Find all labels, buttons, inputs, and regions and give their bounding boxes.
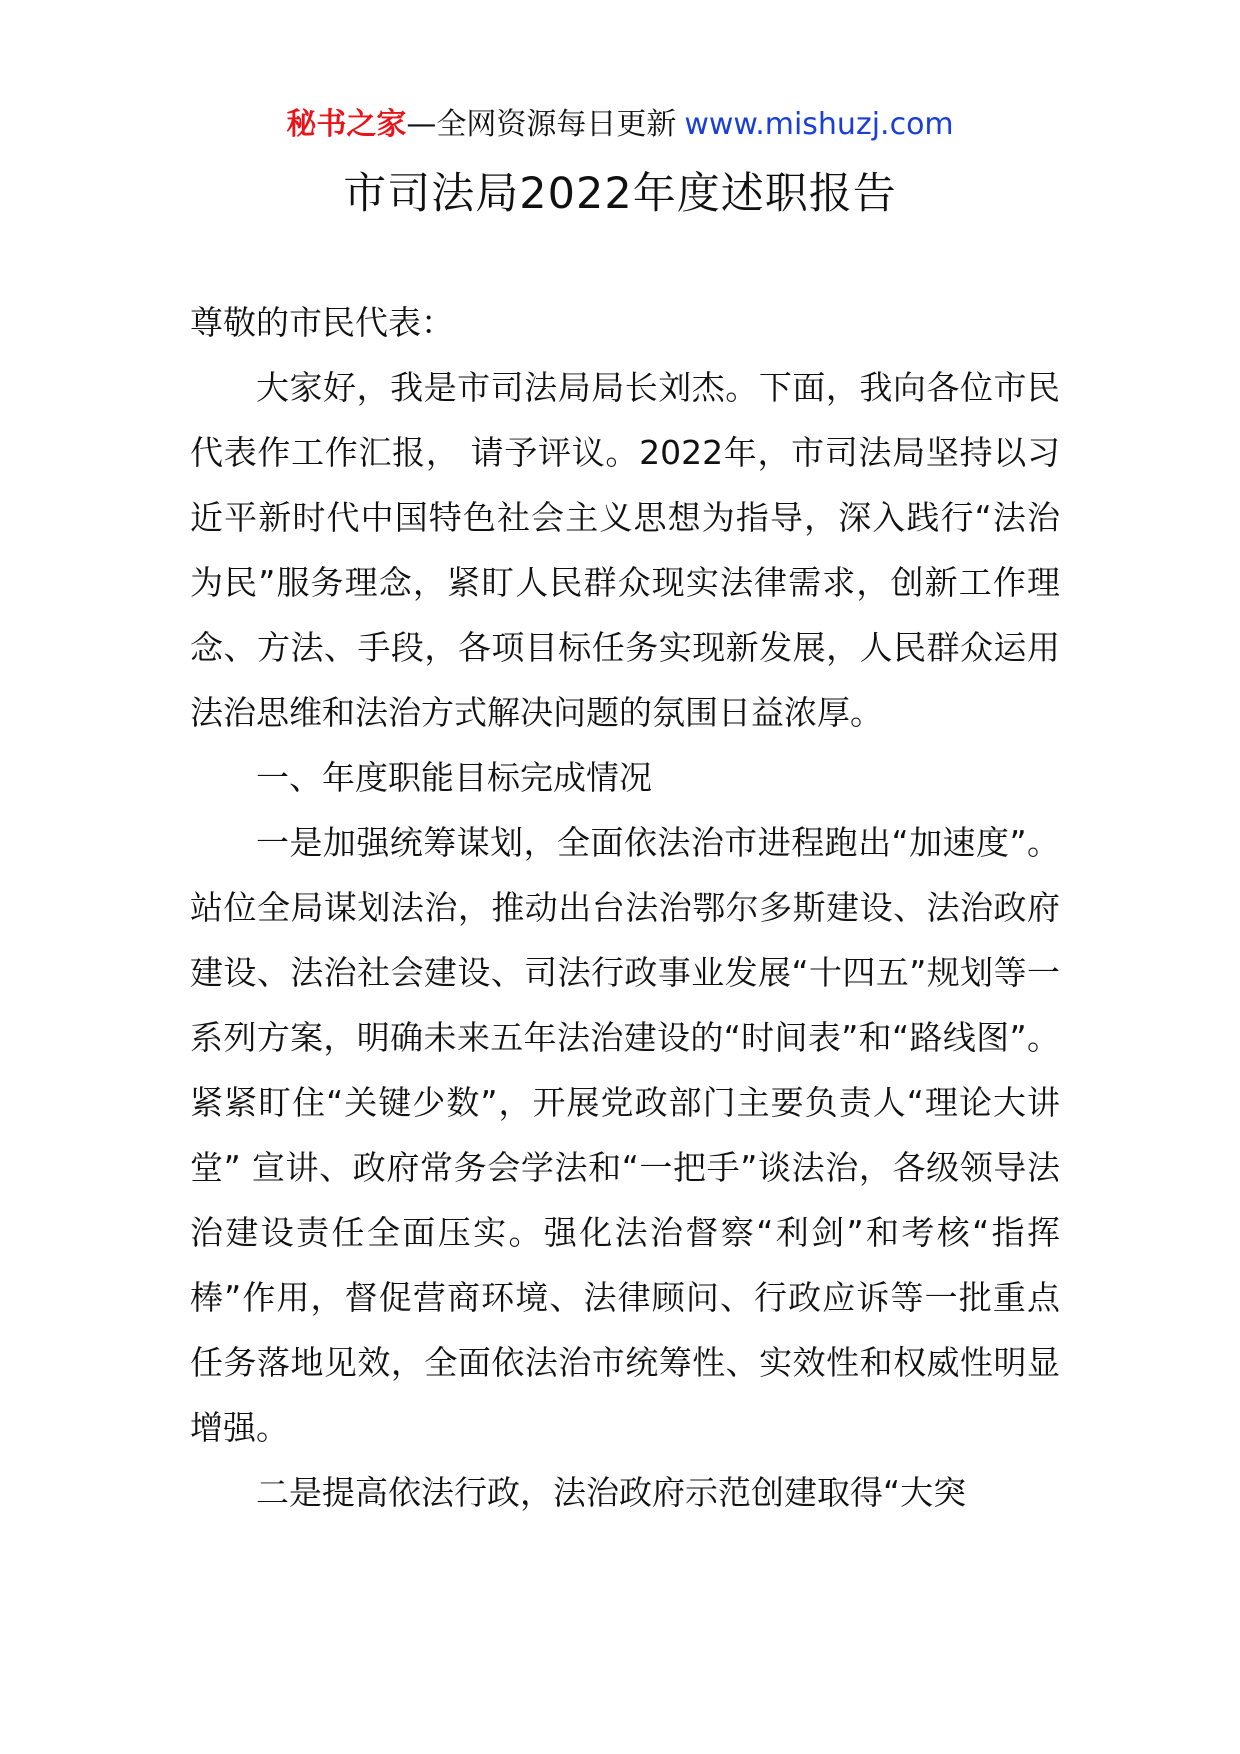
header-tagline: —全网资源每日更新 <box>406 107 677 142</box>
document-title: 市司法局2022年度述职报告 <box>343 169 897 219</box>
paragraph: 二是提高依法行政，法治政府示范创建取得“大突 <box>256 1473 967 1512</box>
paragraph: 大家好，我是市司法局局长刘杰。下面，我向各位市民代表作工作汇报， 请予评议。2022年，市司法局坚持以习近平新时代中国特色社会主义思想为指导，深入践行“法治为民”服务理念，紧盯人民群众现实法律需求，创新工作理念、方法、手段，各项目标任务实现新发展，人民群众运用法治思维和法治方式解决问题的氛围日益浓厚。 <box>190 368 1060 732</box>
paragraph: 一是加强统筹谋划，全面依法治市进程跑出“加速度”。站位全局谋划法治，推动出台法治鄂尔多斯建设、法治政府建设、法治社会建设、司法行政事业发展“十四五”规划等一系列方案，明确未来五年法治建设的“时间表”和“路线图”。紧紧盯住“关键少数”，开展党政部门主要负责人“理论大讲堂” 宣讲、政府常务会学法和“一把手”谈法治，各级领导法治建设责任全面压实。强化法治督察“利剑”和考核“指挥棒”作用，督促营商环境、法律顾问、行政应诉等一批重点任务落地见效，全面依法治市统筹性、实效性和权威性明显增强。 <box>190 823 1060 1447</box>
salutation: 尊敬的市民代表： <box>190 303 454 342</box>
site-url-link[interactable]: www.mishuzj.com <box>684 107 954 142</box>
section-heading: 一、年度职能目标完成情况 <box>256 758 652 797</box>
site-header <box>0 103 1240 147</box>
document-body <box>190 290 1060 1525</box>
brand-name: 秘书之家 <box>286 107 407 142</box>
